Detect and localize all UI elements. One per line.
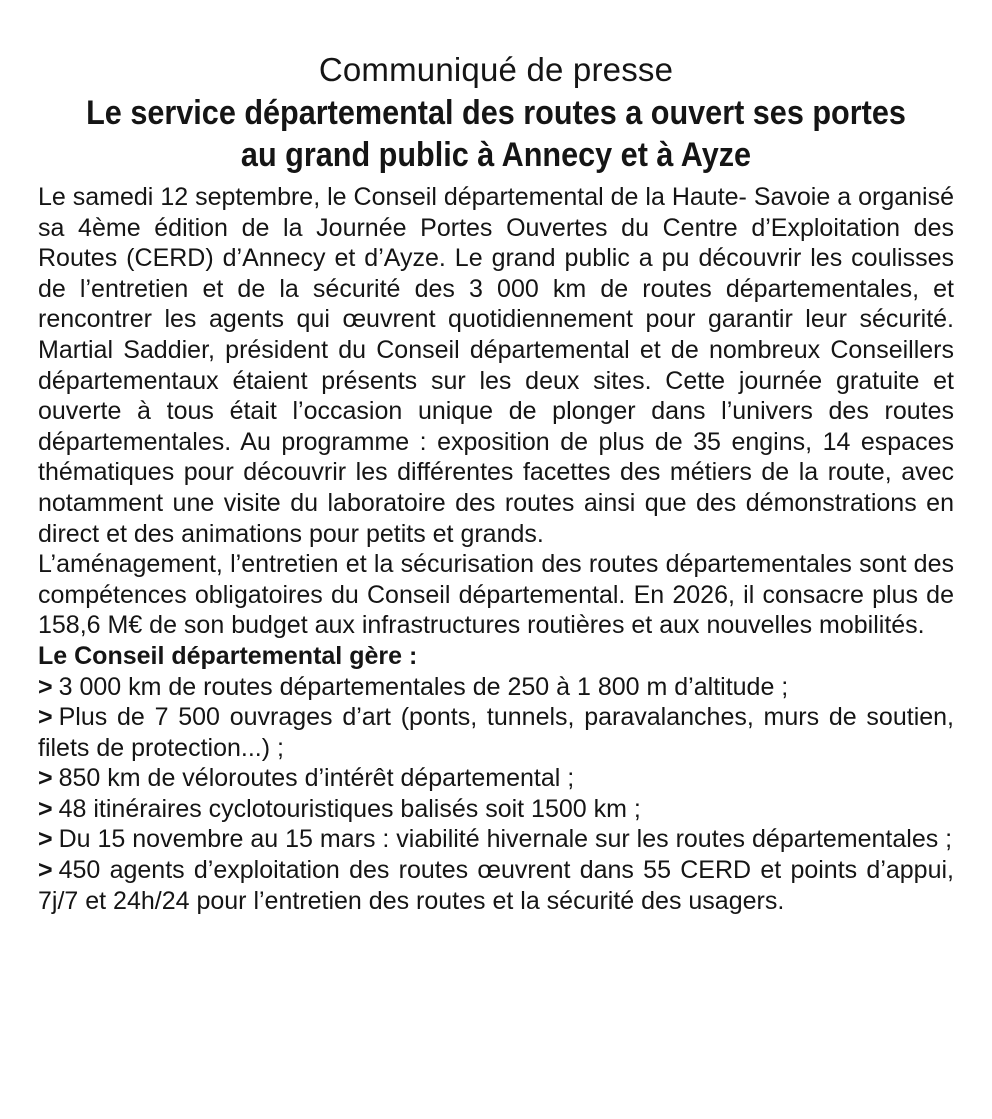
fact-item xyxy=(38,672,954,703)
fact-text: Du 15 novembre au 15 mars : viabilité hivernale sur les routes départementales ; xyxy=(58,825,953,854)
fact-text: 3 000 km de routes départementales de 250 à 1 800 m d’altitude ; xyxy=(58,672,789,701)
chevron-right-icon: > xyxy=(38,672,53,701)
fact-text: 850 km de véloroutes d’intérêt départemental ; xyxy=(58,764,575,793)
article-body xyxy=(38,182,954,916)
fact-item xyxy=(38,855,954,916)
headline-line-2: au grand public à Annecy et à Ayze xyxy=(240,136,752,174)
chevron-right-icon: > xyxy=(38,856,53,885)
fact-item xyxy=(38,702,954,763)
press-release-headline xyxy=(84,92,908,176)
fact-text: 450 agents d’exploitation des routes œuvrent dans 55 CERD et points d’appui, 7j/7 et 24h/24 pour l’entretien des routes et la sécurité des usagers. xyxy=(38,856,954,915)
facts-heading: Le Conseil départemental gère : xyxy=(38,641,418,670)
fact-text: 48 itinéraires cyclotouristiques balisés soit 1500 km ; xyxy=(58,794,641,823)
facts-list xyxy=(38,672,954,917)
document-kicker: Communiqué de presse xyxy=(318,51,674,88)
headline-line-1: Le service départemental des routes a ouvert ses portes xyxy=(86,94,906,132)
fact-item xyxy=(38,824,954,855)
intro-paragraph: Le samedi 12 septembre, le Conseil départemental de la Haute- Savoie a organisé sa 4ème édition de la Journée Portes Ouvertes du Centre d’Exploitation des Routes (CERD) d’Annecy et d’Ayze. Le grand public a pu découvrir les coulisses de l’entretien et de la sécurité des 3 000 km de routes départementales, et rencontrer les agents qui œuvrent quotidiennement pour garantir leur sécurité. Martial Saddier, président du Conseil départemental et de nombreux Conseillers départementaux étaient présents sur les deux sites. Cette journée gratuite et ouverte à tous était l’occasion unique de plonger dans l’univers des routes départementales. Au programme : exposition de plus de 35 engins, 14 espaces thématiques pour découvrir les différentes facettes des métiers de la route, avec notamment une visite du laboratoire des routes ainsi que des démonstrations en direct et des animations pour petits et grands. xyxy=(38,183,954,548)
fact-item xyxy=(38,794,954,825)
fact-item xyxy=(38,763,954,794)
chevron-right-icon: > xyxy=(38,825,53,854)
fact-text: Plus de 7 500 ouvrages d’art (ponts, tunnels, paravalanches, murs de soutien, filets de protection...) ; xyxy=(38,703,954,762)
chevron-right-icon: > xyxy=(38,794,53,823)
budget-paragraph: L’aménagement, l’entretien et la sécurisation des routes départementales sont des compétences obligatoires du Conseil départemental. En 2026, il consacre plus de 158,6 M€ de son budget aux infrastructures routières et aux nouvelles mobilités. xyxy=(38,550,954,640)
chevron-right-icon: > xyxy=(38,764,53,793)
chevron-right-icon: > xyxy=(38,703,53,732)
